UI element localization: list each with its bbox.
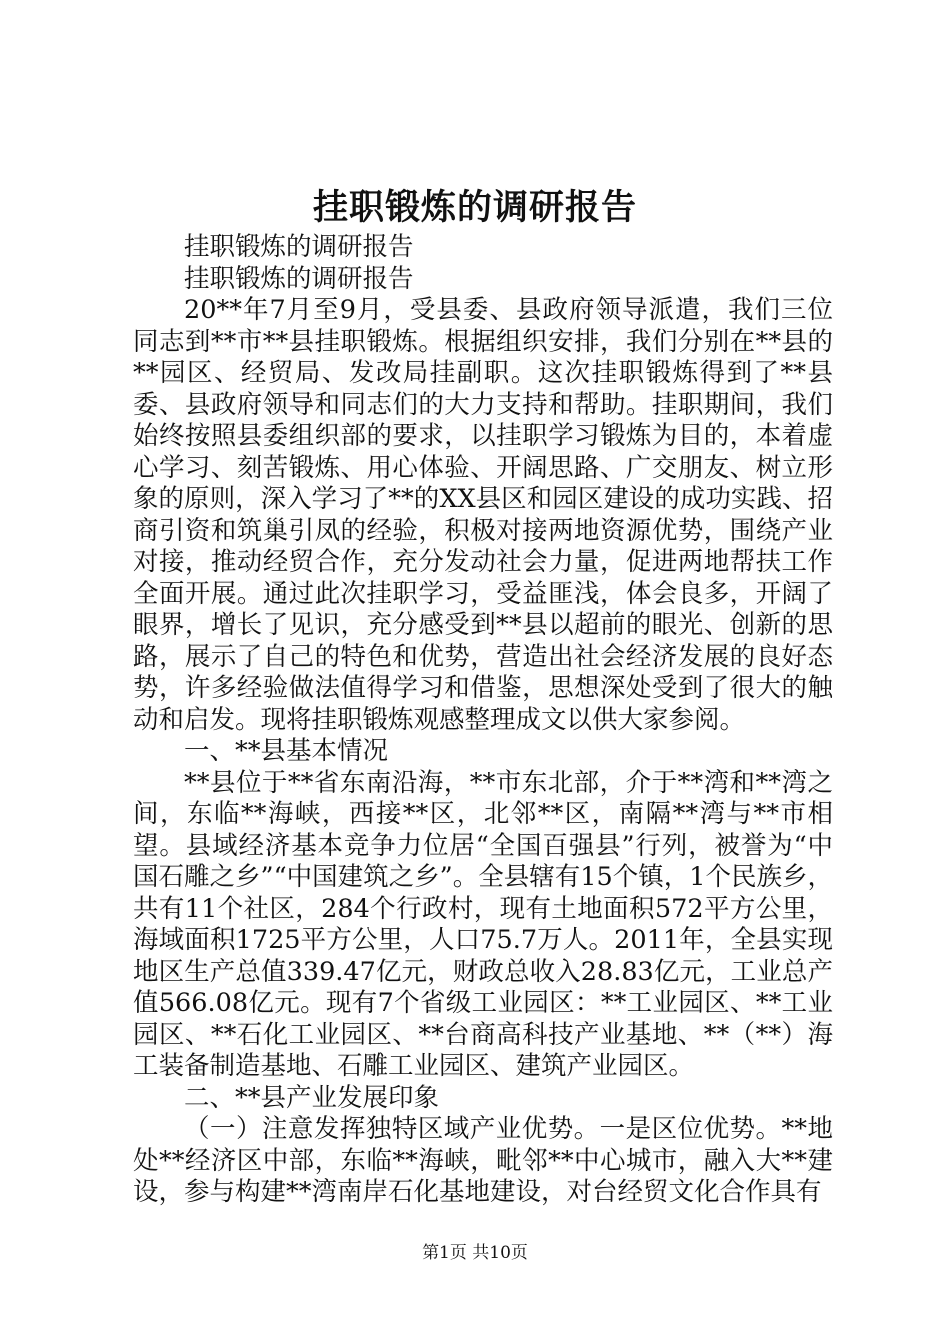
paragraph-basic-info: **县位于**省东南沿海，**市东北部，介于**湾和**湾之间，东临**海峡，西接**区，北邻**区，南隔**湾与**市相望。县域经济基本竞争力位居“全国百强县”行列，被誉为“中国石雕之乡”“中国建筑之乡”。全县辖有15个镇，1个民族乡，共有11个社区，284个行政村，现有土地面积572平方公里，海域面积1725平方公里，人口75.7万人。2011年，全县实现地区生产总值339.47亿元，财政总收入28.83亿元，工业总产值566.08亿元。现有7个省级工业园区：**工业园区、**工业园区、**石化工业园区、**台商高科技产业基地、**（**）海工装备制造基地、石雕工业园区、建筑产业园区。 — [133, 767, 833, 1081]
document-body — [133, 232, 833, 1209]
page-footer: 第1页 共10页 — [422, 1243, 528, 1263]
section-heading-1: 一、**县基本情况 — [184, 736, 389, 766]
paragraph-industry: （一）注意发挥独特区域产业优势。一是区位优势。**地处**经济区中部，东临**海峡，毗邻**中心城市，融入大**建设，参与构建**湾南岸石化基地建设，对台经贸文化合作具有 — [133, 1114, 833, 1207]
paragraph-subtitle-1: 挂职锻炼的调研报告 — [184, 232, 414, 262]
paragraph-subtitle-2: 挂职锻炼的调研报告 — [184, 263, 414, 294]
paragraph-intro: 20**年7月至9月，受县委、县政府领导派遣，我们三位同志到**市**县挂职锻炼。根据组织安排，我们分别在**县的**园区、经贸局、发改局挂副职。这次挂职锻炼得到了**县委、县政府领导和同志们的大力支持和帮助。挂职期间，我们始终按照县委组织部的要求，以挂职学习锻炼为目的，本着虚心学习、刻苦锻炼、用心体验、开阔思路、广交朋友、树立形象的原则，深入学习了**的XX县区和园区建设的成功实践、招商引资和筑巢引凤的经验，积极对接两地资源优势，围绕产业对接，推动经贸合作，充分发动社会力量，促进两地帮扶工作全面开展。通过此次挂职学习，受益匪浅，体会良多，开阔了眼界，增长了见识，充分感受到**县以超前的眼光、创新的思路，展示了自己的特色和优势，营造出社会经济发展的良好态势，许多经验做法值得学习和借鉴，思想深处受到了很大的触动和启发。现将挂职锻炼观感整理成文以供大家参阅。 — [133, 295, 833, 735]
document-title: 挂职锻炼的调研报告 — [312, 187, 637, 228]
section-heading-2: 二、**县产业发展印象 — [184, 1082, 440, 1113]
